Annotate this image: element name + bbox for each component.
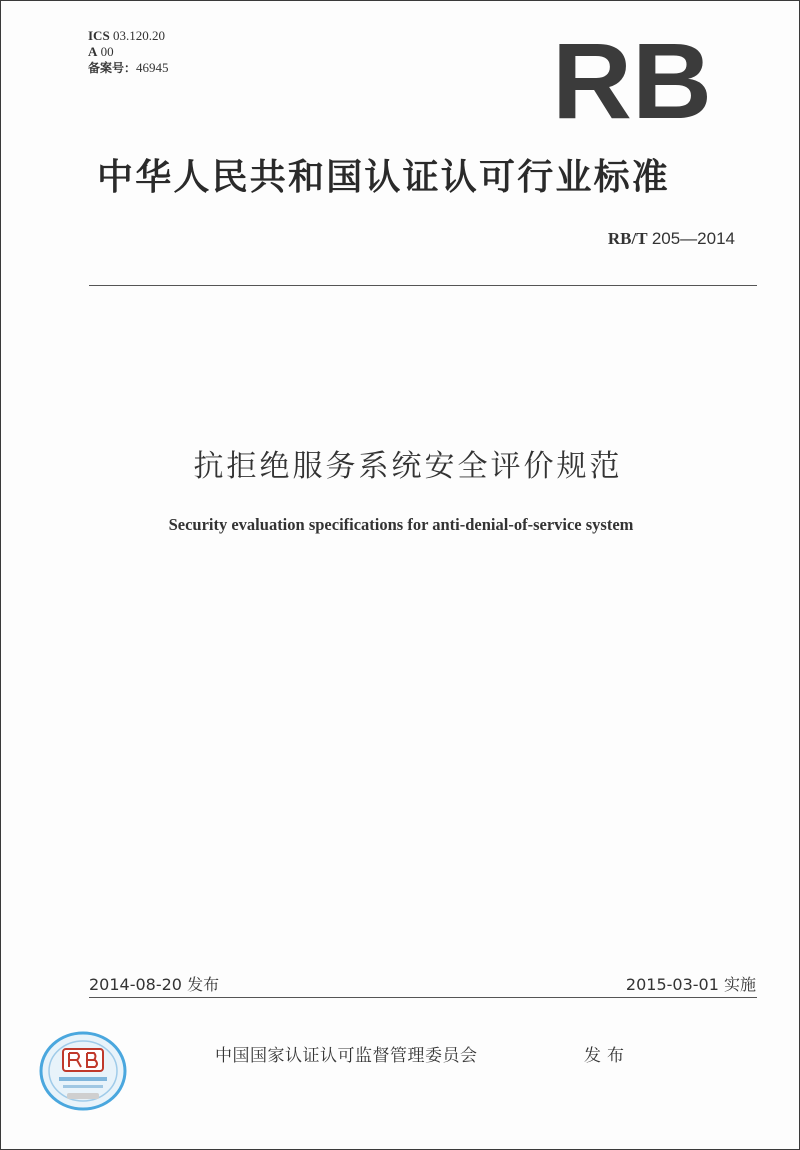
document-title-cn: 抗拒绝服务系统安全评价规范 [193, 449, 623, 484]
standard-number: RB/T 205—2014 [607, 229, 735, 248]
bottom-divider [89, 997, 757, 998]
logo-text: RB [552, 37, 712, 123]
classification-block [88, 28, 169, 76]
ccs-line: A 00 [88, 44, 114, 59]
implementation-date: 2015-03-01 实施 [625, 975, 756, 994]
issue-verb: 发布 [584, 1046, 630, 1066]
anti-counterfeit-seal-icon [39, 1031, 127, 1111]
top-divider [89, 285, 757, 286]
rb-logo [551, 37, 713, 123]
standard-category: 中华人民共和国认证认可行业标准 [97, 157, 671, 198]
filing-line: 备案号：46945 [88, 60, 169, 75]
ics-line: ICS 03.120.20 [88, 28, 165, 43]
issuing-authority: 中国国家认证认可监督管理委员会 [215, 1046, 478, 1066]
issue-date: 2014-08-20 发布 [89, 975, 220, 994]
document-title-en: Security evaluation specifications for anti-denial-of-service system [168, 515, 634, 534]
